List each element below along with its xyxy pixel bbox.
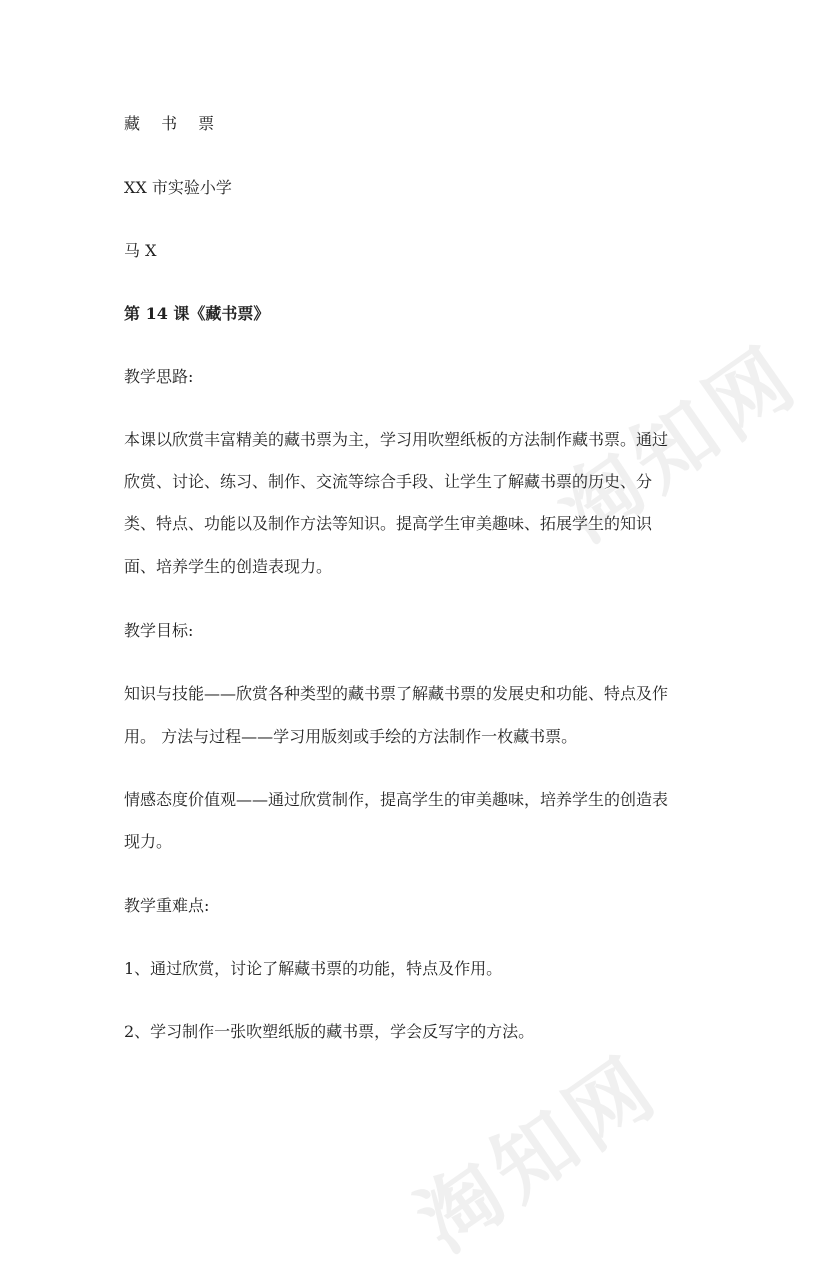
paragraph-line: 欣赏、讨论、练习、制作、交流等综合手段、让学生了解藏书票的历史、分	[124, 472, 653, 491]
paragraph-line: 类、特点、功能以及制作方法等知识。提高学生审美趣味、拓展学生的知识	[124, 514, 653, 533]
key-point-item: 1、通过欣赏，讨论了解藏书票的功能，特点及作用。	[124, 959, 503, 978]
lesson-title: 第 14 课《藏书票》	[124, 304, 270, 323]
key-point-item: 2、学习制作一张吹塑纸版的藏书票，学会反写字的方法。	[124, 1022, 535, 1041]
watermark: 淘知网	[401, 1037, 677, 1271]
school-name: XX 市实验小学	[124, 178, 232, 197]
paragraph-line: 知识与技能——欣赏各种类型的藏书票了解藏书票的发展史和功能、特点及作	[124, 684, 669, 703]
paragraph-line: 面、培养学生的创造表现力。	[124, 557, 333, 576]
document-title: 藏 书 票	[124, 114, 223, 133]
section-heading-key-points: 教学重难点:	[124, 896, 210, 915]
author-name: 马 X	[124, 241, 157, 260]
paragraph-line: 本课以欣赏丰富精美的藏书票为主，学习用吹塑纸板的方法制作藏书票。通过	[124, 430, 669, 449]
section-heading-teaching-approach: 教学思路:	[124, 367, 194, 386]
section-heading-teaching-goals: 教学目标:	[124, 621, 194, 640]
paragraph-line: 现力。	[124, 832, 173, 851]
watermark: 淘知网	[541, 327, 817, 561]
paragraph-line: 用。 方法与过程——学习用版刻或手绘的方法制作一枚藏书票。	[124, 727, 578, 746]
paragraph-line: 情感态度价值观——通过欣赏制作，提高学生的审美趣味，培养学生的创造表	[124, 790, 669, 809]
